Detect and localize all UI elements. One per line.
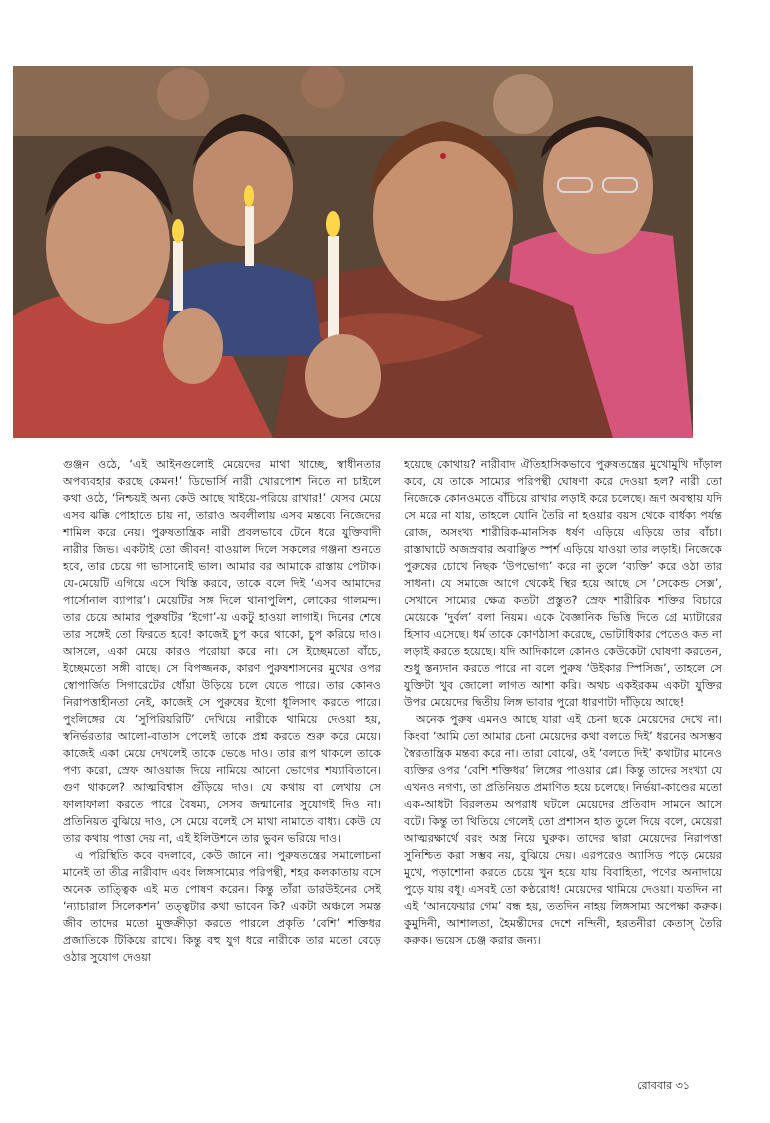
- article-column-left: [63, 456, 381, 966]
- paragraph: এ পরিস্থিতি কবে বদলাবে, কেউ জানে না। পুরুষতন্ত্রের সমালোচনা মানেই তা তীব্র নারীবাদ এবং লিঙ্গসাম্যের পরিপন্থী, শহর কলকাতায় বসে অনেক তাত্ত্বিক এই মত পোষণ করেন। কিন্তু তাঁরা ডারউইনের সেই ‘ন্যাচারাল সিলেকশন’ তত্ত্বটার কথা ভাবেন কি? একটা অঞ্চলে সমস্ত জীব তাদের মতো মুক্তক্রীড়া করতে পারলে প্রকৃতি ‘বেশি’ শক্তিধর প্রজাতিকে টিকিয়ে রাখে। কিন্তু বহু যুগ ধরে নারীকে তার মতো বেড়ে ওঠার সুযোগ দেওয়া: [63, 849, 381, 964]
- paragraph: অনেক পুরুষ এমনও আছে যারা এই চেনা ছকে মেয়েদের দেখে না। কিংবা ‘আমি তো আমার চেনা মেয়েদের কথা বলতে দিই’ ধরনের অসম্ভব স্বৈরতান্ত্রিক মন্তব্য করে না। তারা বোঝে, ওই ‘বলতে দিই’ কথাটার মানেও ব্যক্তির ওপর ‘বেশি শক্তিধর’ লিঙ্গের পাওয়ার প্লে। কিন্তু তাদের সংখ্যা যে এখনও নগণ্য, তা প্রতিনিয়ত প্রমাণিত হয়ে চলেছে। নির্ভয়া-কাণ্ডের মতো এক-আধটা বিরলতম অপরাধ ঘটলে মেয়েদের প্রতিবাদ সামনে আসে বটে। কিন্তু তা থিতিয়ে গেলেই তো প্রশাসন হাত তুলে দিয়ে বলে, মেয়েরা আত্মরক্ষার্থে বরং অস্ত্র নিয়ে ঘুরুক। তাদের দ্বারা মেয়েদের নিরাপত্তা সুনিশ্চিত করা সম্ভব নয়, বুঝিয়ে দেয়। এরপরেও অ্যাসিড পড়ে মেয়ের মুখে, পড়াশোনা করতে চেয়ে খুন হয়ে যায় বিবাহিতা, পণের অনাদায়ে পুড়ে যায় বধূ। এসবই তো কণ্ঠরোধ! মেয়েদের থামিয়ে দেওয়া। যতদিন না এই ‘আনফেয়ার গেম’ বন্ধ হয়, ততদিন নাহয় লিঙ্গসাম্য অপেক্ষা করুক। কুমুদিনী, আশালতা, হৈমন্তীদের দেশে নন্দিনী, হরতনীরা কেতাস্‌ তৈরি করুক। ভয়েস চেঞ্জ করার জন্য।: [404, 713, 722, 947]
- article-column-right: [404, 456, 722, 949]
- paragraph: হয়েছে কোথায়? নারীবাদ ঐতিহাসিকভাবে পুরুষতন্ত্রের মুখোমুখি দাঁড়াল কবে, যে তাকে সাম্যের পরিপন্থী ঘোষণা করে দেওয়া হল? নারী তো নিজেকে কোনওমতে বাঁচিয়ে রাখার লড়াই করে চলেছে। ভ্রূণ অবস্থায় যদি সে মরে না যায়, তাহলে যোনি তৈরি না হওয়ার বয়স থেকে বার্ধক্য পর্যন্ত রোজ, অসংখ্য শারীরিক-মানসিক ধর্ষণ এড়িয়ে এড়িয়ে তার বাঁচা। রাস্তাঘাটে অজস্রবার অবাঞ্ছিত স্পর্শ এড়িয়ে যাওয়া তার লড়াই। নিজেকে পুরুষের চোখে নিছক ‘উপভোগ্য’ করে না তুলে ‘ব্যক্তি’ করে ওঠা তার সাধনা। যে সমাজে আগে থেকেই স্থির হয়ে আছে সে ‘সেকেন্ড সেক্স’, সেখানে সাম্যের ক্ষেত্র কতটা প্রস্তুত? স্রেফ শারীরিক শক্তির বিচারে মেয়েকে ‘দুর্বল’ বলা নিয়ম। একে বৈজ্ঞানিক ভিত্তি দিতে গ্রে ম্যাটারের হিসাব এসেছে। ধর্ম তাকে কোণঠাসা করেছে, ভোটাধিকার পেতেও কত না লড়াই করতে হয়েছে। যদি আদিকালে কোনও কেউকেটা ঘোষণা করতেন, শুধু স্তন্যদান করতে পারে না বলে পুরুষ ‘উইকার স্পিসিজ’, তাহলে সে যুক্তিটা খুব জোলো লাগত আশা করি। অথচ একইরকম একটা যুক্তির উপর মেয়েদের দ্বিতীয় লিঙ্গ ভাবার পুরো ধারণাটা দাঁড়িয়ে আছে!: [404, 458, 722, 709]
- paragraph: গুঞ্জন ওঠে, ‘এই আইনগুলোই মেয়েদের মাথা খাচ্ছে, স্বাধীনতার অপব্যবহার করছে কেমন!’ ডিভোর্সি নারী খোরপোশ নিতে না চাইলে কথা ওঠে, ‘নিশ্চয়ই অন্য কেউ আছে খাইয়ে-পরিয়ে রাখার!’ যেসব মেয়ে এসব ঝক্কি পোহাতে চায় না, তারাও অবলীলায় এসব মন্তব্যে নিজেদের শামিল করে নেয়। পুরুষতান্ত্রিক নারী প্রবলভাবে টেনে ধরে যুক্তিবাদী নারীর জিভ। একটাই তো জীবন! বাওয়াল দিলে সকলের গঞ্জনা শুনতে হবে, তার চেয়ে গা ভাসানোই ভাল। আমার বর আমাকে রাস্তায় পেটাক। যে-মেয়েটি এগিয়ে এসে খিস্তি করবে, তাকে বলে দিই ‘এসব আমাদের পার্সোনাল ব্যাপার’। মেয়েটির সঙ্গ দিলে থানাপুলিশ, লোকের গালমন্দ। তার চেয়ে আমার পুরুষটির ‘ইগো’-য় একটু হাওয়া লাগাই। দিনের শেষে তার সঙ্গেই তো ফিরতে হবে! কাজেই চুপ করে থাকো, চুপ করিয়ে দাও। আসলে, একা মেয়ে কারও পরোয়া করে না। সে ইচ্ছেমতো বাঁচে, ইচ্ছেমতো সঙ্গী বাছে। সে বিপজ্জনক, কারণ পুরুষশাসনের মুখের ওপর স্বোপার্জিত সিগারেটের ধোঁয়া উড়িয়ে চলে যেতে পারে। তার কোনও নিরাপত্তাহীনতা নেই, কাজেই সে পুরুষের ইগো ধূলিসাৎ করতে পারে। পুংলিঙ্গের যে ‘সুপিরিয়রিটি’ দেখিয়ে নারীকে থামিয়ে দেওয়া হয়, স্বনির্ভরতার আলো-বাতাস পেলেই তাকে প্রশ্ন করতে শুরু করে মেয়ে। কাজেই একা মেয়ে দেখলেই তাকে ভেঙে দাও। তার রূপ থাকলে তাকে পণ্য করো, স্রেফ আওয়াজ দিয়ে নামিয়ে আনো ভোগের শয্যাবিতানে। গুণ থাকলে? আত্মবিশ্বাস গুঁড়িয়ে দাও। যে কথায় বা লেখায় সে ফালাফালা করতে পারে বৈষম্য, সেসব জন্মানোর সুযোগই দিও না। প্রতিনিয়ত বুঝিয়ে দাও, সে মেয়ে বলেই সে মাথা নামাতে বাধ্য। কেউ যে তার কথায় পাত্তা দেয় না, এই ইলিউশনে তার ভুবন ভরিয়ে দাও।: [63, 458, 381, 845]
- news-photo-candle-vigil: [13, 66, 693, 438]
- page-footer-label: রোববার ৩১: [637, 1079, 690, 1092]
